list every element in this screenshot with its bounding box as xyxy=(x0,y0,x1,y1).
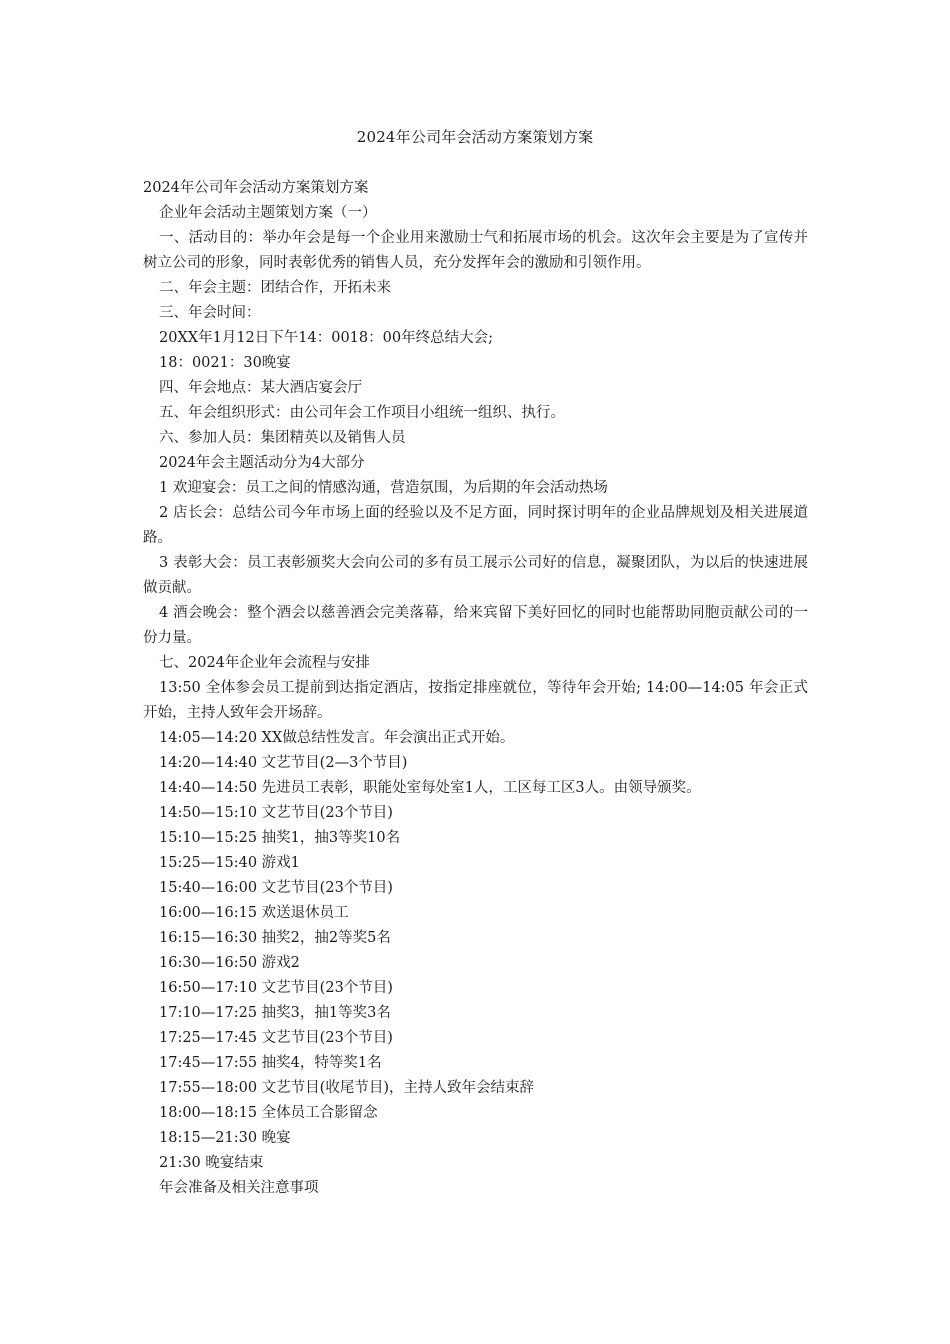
activity-part-2: 2 店长会：总结公司今年市场上面的经验以及不足方面，同时探讨明年的企业品牌规划及相关进展道路。 xyxy=(143,505,808,546)
schedule-item: 14:05—14:20 XX做总结性发言。年会演出正式开始。 xyxy=(159,730,515,746)
activity-part-3: 3 表彰大会：员工表彰颁奖大会向公司的多有员工展示公司好的信息，凝聚团队，为以后的快速进展做贡献。 xyxy=(143,555,808,596)
schedule-item: 21:30 晚宴结束 xyxy=(159,1155,264,1171)
schedule-item: 14:40—14:50 先进员工表彰，职能处室每处室1人，工区每工区3人。由领导颁奖。 xyxy=(159,780,701,796)
time-detail-2: 18：0021：30晚宴 xyxy=(159,355,291,371)
schedule-item: 18:00—18:15 全体员工合影留念 xyxy=(159,1105,378,1121)
plan-subtitle: 企业年会活动主题策划方案（一） xyxy=(159,205,377,221)
schedule-item: 17:45—17:55 抽奖4，特等奖1名 xyxy=(159,1055,382,1071)
schedule-item: 16:50—17:10 文艺节目(23个节目) xyxy=(159,980,393,996)
section-time: 三、年会时间： xyxy=(159,305,261,321)
time-detail-1: 20XX年1月12日下午14：0018：00年终总结大会; xyxy=(159,330,493,346)
schedule-item: 17:55—18:00 文艺节目(收尾节目)，主持人致年会结束辞 xyxy=(159,1080,534,1096)
schedule-item: 17:10—17:25 抽奖3，抽1等奖3名 xyxy=(159,1005,391,1021)
section-venue: 四、年会地点：某大酒店宴会厅 xyxy=(159,380,362,396)
document-title: 2024年公司年会活动方案策划方案 xyxy=(356,128,594,146)
activity-parts-heading: 2024年会主题活动分为4大部分 xyxy=(159,455,365,471)
schedule-item: 14:50—15:10 文艺节目(23个节目) xyxy=(159,805,393,821)
section-preparation: 年会准备及相关注意事项 xyxy=(159,1180,319,1196)
schedule-item: 15:25—15:40 游戏1 xyxy=(159,855,300,871)
schedule-item: 16:30—16:50 游戏2 xyxy=(159,955,300,971)
section-organization: 五、年会组织形式：由公司年会工作项目小组统一组织、执行。 xyxy=(159,405,565,421)
section-participants: 六、参加人员：集团精英以及销售人员 xyxy=(159,430,406,446)
section-schedule: 七、2024年企业年会流程与安排 xyxy=(159,655,370,671)
schedule-item: 17:25—17:45 文艺节目(23个节目) xyxy=(159,1030,393,1046)
schedule-item: 18:15—21:30 晚宴 xyxy=(159,1130,291,1146)
document-body xyxy=(143,176,808,1201)
section-purpose: 一、活动目的：举办年会是每一个企业用来激励士气和拓展市场的机会。这次年会主要是为了宣传并树立公司的形象，同时表彰优秀的销售人员，充分发挥年会的激励和引领作用。 xyxy=(143,230,808,271)
doc-heading-repeat: 2024年公司年会活动方案策划方案 xyxy=(143,180,369,196)
schedule-item: 16:15—16:30 抽奖2，抽2等奖5名 xyxy=(159,930,391,946)
schedule-item: 13:50 全体参会员工提前到达指定酒店，按指定排座就位，等待年会开始; 14:00—14:05 年会正式开始，主持人致年会开场辞。 xyxy=(143,680,808,721)
schedule-item: 16:00—16:15 欢送退休员工 xyxy=(159,905,349,921)
schedule-item: 15:10—15:25 抽奖1，抽3等奖10名 xyxy=(159,830,401,846)
schedule-item: 14:20—14:40 文艺节目(2—3个节目) xyxy=(159,755,408,771)
activity-part-1: 1 欢迎宴会：员工之间的情感沟通，营造氛围，为后期的年会活动热场 xyxy=(159,480,608,496)
schedule-item: 15:40—16:00 文艺节目(23个节目) xyxy=(159,880,393,896)
activity-part-4: 4 酒会晚会：整个酒会以慈善酒会完美落幕，给来宾留下美好回忆的同时也能帮助同胞贡献公司的一份力量。 xyxy=(143,605,808,646)
section-theme: 二、年会主题：团结合作，开拓未来 xyxy=(159,280,391,296)
